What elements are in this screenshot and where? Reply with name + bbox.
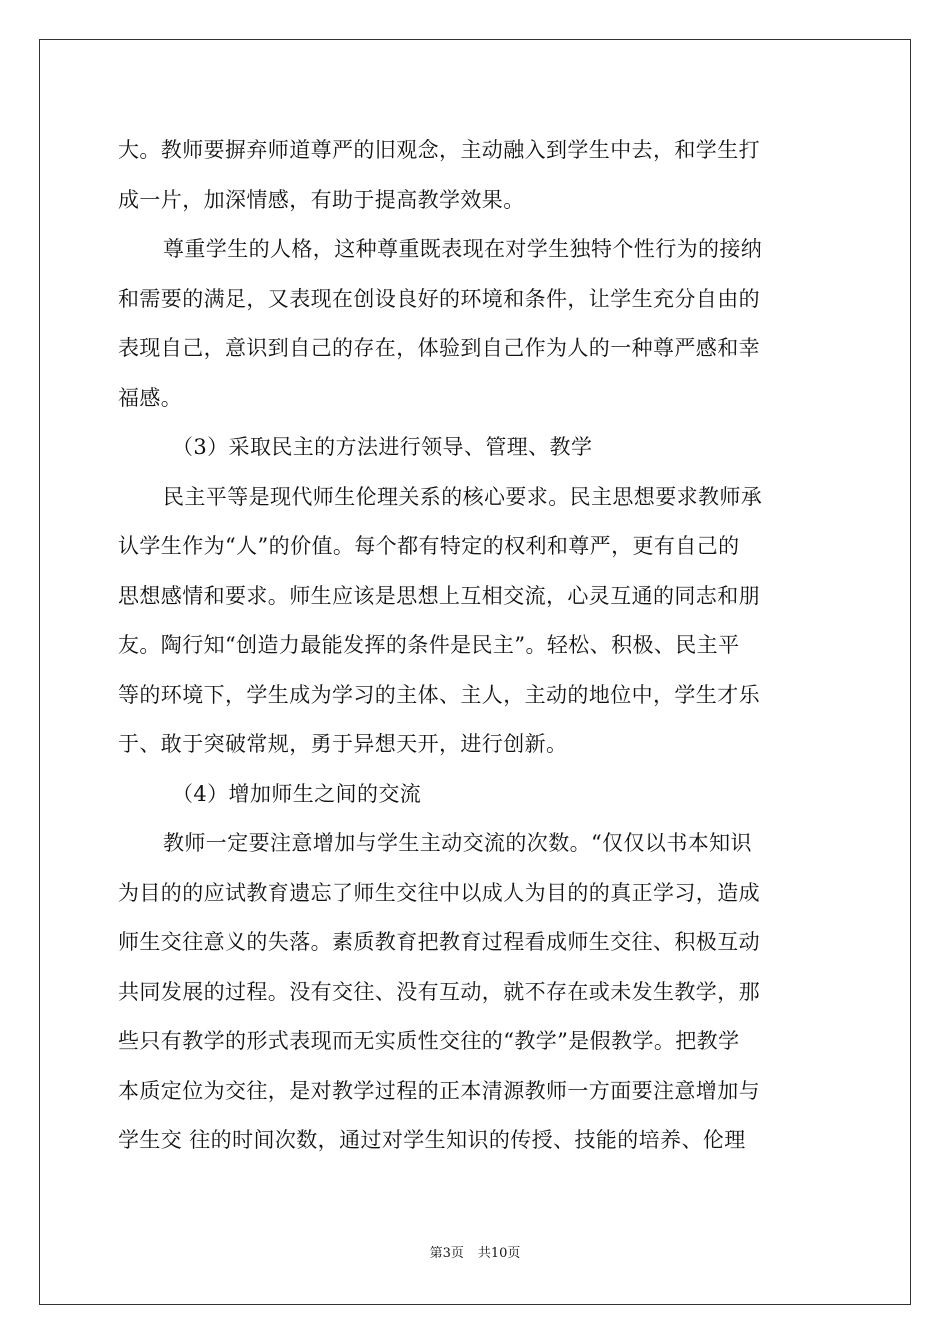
text-line: （4）增加师生之间的交流 (172, 781, 422, 806)
text-line: 师生交往意义的失落。素质教育把教育过程看成师生交往、积极互动 (118, 930, 760, 954)
page-number-current: 第3页 (429, 1246, 464, 1261)
page-number-total: 共10页 (477, 1246, 521, 1261)
document-body (118, 126, 834, 1166)
text-line: 认学生作为“人”的价值。每个都有特定的权利和尊严，更有自己的 (118, 534, 740, 558)
text-line: 共同发展的过程。没有交往、没有互动，就不存在或未发生教学，那 (118, 979, 760, 1004)
text-line: 为目的的应试教育遗忘了师生交往中以成人为目的的真正学习，造成 (118, 880, 760, 905)
text-line: 表现自己，意识到自己的存在，体验到自己作为人的一种尊严感和幸 (118, 336, 760, 360)
text-line: 于、敢于突破常规，勇于异想天开，进行创新。 (118, 732, 568, 756)
text-line: 本质定位为交往，是对教学过程的正本清源教师一方面要注意增加与 (118, 1078, 760, 1103)
text-line: 友。陶行知“创造力最能发挥的条件是民主”。轻松、积极、民主平 (118, 633, 740, 657)
text-line: 民主平等是现代师生伦理关系的核心要求。民主思想要求教师承 (163, 484, 763, 509)
text-line: 成一片，加深情感，有助于提高教学效果。 (118, 187, 525, 212)
text-line: 等的环境下，学生成为学习的主体、主人，主动的地位中，学生才乐 (118, 682, 760, 707)
text-line: （3）采取民主的方法进行领导、管理、教学 (172, 435, 593, 459)
text-line: 学生交 往的时间次数，通过对学生知识的传授、技能的培养、伦理 (118, 1128, 746, 1152)
text-line: 教师一定要注意增加与学生主动交流的次数。“仅仅以书本知识 (163, 831, 752, 855)
text-line: 福感。 (118, 385, 183, 410)
text-line: 些只有教学的形式表现而无实质性交往的“教学”是假教学。把教学 (118, 1029, 740, 1053)
text-line: 和需要的满足，又表现在创设良好的环境和条件，让学生充分自由的 (118, 286, 760, 311)
page-footer (0, 1246, 950, 1262)
text-line: 思想感情和要求。师生应该是思想上互相交流，心灵互通的同志和朋 (118, 583, 760, 608)
text-line: 大。教师要摒弃师道尊严的旧观念，主动融入到学生中去，和学生打 (118, 138, 760, 162)
text-line: 尊重学生的人格，这种尊重既表现在对学生独特个性行为的接纳 (163, 237, 763, 261)
